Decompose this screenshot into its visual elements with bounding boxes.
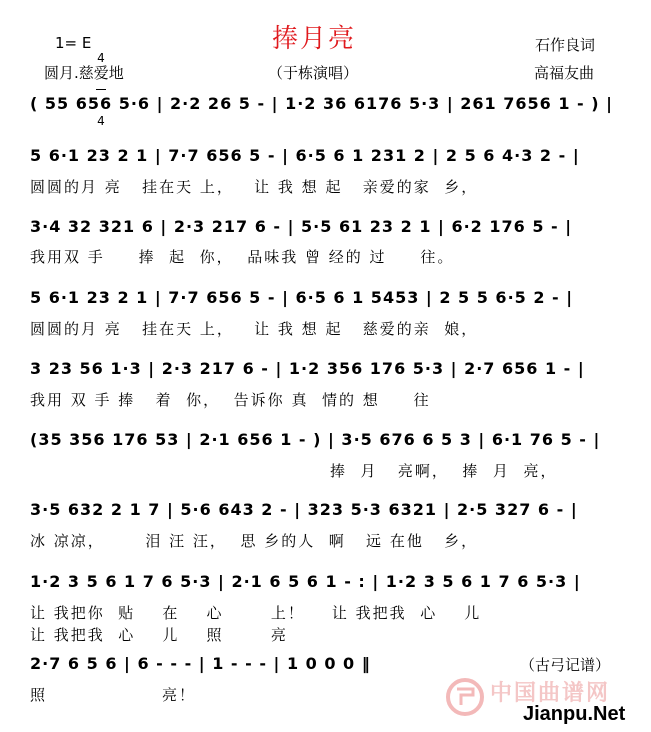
score-line-1: ( 55 656 5·6 | 2·2 26 5 - | 1·2 36 6176 5·3 | 261 7656 1 - ) |: [30, 94, 613, 113]
watermark-site: Jianpu.Net: [523, 703, 626, 725]
time-signature-top: 4: [97, 51, 105, 65]
time-signature-bottom: 4: [97, 114, 105, 128]
lyric-line-6: 捧 月 亮啊， 捧 月 亮，: [330, 462, 558, 480]
key-signature: 1= E: [55, 34, 92, 52]
notator-credit: （古弓记谱）: [520, 656, 611, 674]
watermark-cn: 中国曲谱网: [490, 681, 611, 706]
lyric-line-8a: 让 我把你 贴 在 心 上！ 让 我把我 心 儿: [30, 604, 482, 622]
time-signature: [96, 28, 106, 139]
song-title: 捧月亮: [272, 24, 357, 54]
score-line-9: 2·7 6 5 6 | 6 - - - | 1 - - - | 1 0 0 0 ‖: [30, 654, 371, 673]
score-line-6: (35 356 176 53 | 2·1 656 1 - ) | 3·5 676 6 5 3 | 6·1 76 5 - |: [30, 430, 601, 449]
lyric-line-4: 圆圆的月 亮 挂在天 上， 让 我 想 起 慈爱的亲 娘，: [30, 320, 479, 338]
tempo-expression: 圆月.慈爱地: [44, 64, 124, 82]
time-signature-divider: [96, 89, 106, 90]
score-line-7: 3·5 632 2 1 7 | 5·6 643 2 - | 323 5·3 6321 | 2·5 327 6 - |: [30, 500, 578, 519]
lyricist: 石作良词: [535, 36, 596, 54]
score-line-2: 5 6·1 23 2 1 | 7·7 656 5 - | 6·5 6 1 231 2 | 2 5 6 4·3 2 - |: [30, 146, 580, 165]
composer: 高福友曲: [534, 64, 595, 82]
singer-credit: （于栋演唱）: [268, 64, 359, 82]
score-line-3: 3·4 32 321 6 | 2·3 217 6 - | 5·5 61 23 2 1 | 6·2 176 5 - |: [30, 217, 573, 236]
score-line-8: 1·2 3 5 6 1 7 6 5·3 | 2·1 6 5 6 1 - : | 1·2 3 5 6 1 7 6 5·3 |: [30, 572, 581, 591]
lyric-line-9: 照 亮！: [30, 686, 197, 704]
lyric-line-7: 冰 凉凉， 泪 汪 汪， 思 乡的人 啊 远 在他 乡，: [30, 532, 479, 550]
score-line-5: 3 23 56 1·3 | 2·3 217 6 - | 1·2 356 176 5·3 | 2·7 656 1 - |: [30, 359, 585, 378]
score-line-4: 5 6·1 23 2 1 | 7·7 656 5 - | 6·5 6 1 5453 | 2 5 5 6·5 2 - |: [30, 288, 574, 307]
lyric-line-3: 我用双 手 捧 起 你， 品味我 曾 经的 过 往。: [30, 248, 455, 266]
site-logo-icon: [445, 677, 485, 717]
lyric-line-5: 我用 双 手 捧 着 你， 告诉你 真 情的 想 往: [30, 391, 431, 409]
lyric-line-2: 圆圆的月 亮 挂在天 上， 让 我 想 起 亲爱的家 乡，: [30, 178, 479, 196]
lyric-line-8b: 让 我把我 心 儿 照 亮: [30, 626, 288, 644]
